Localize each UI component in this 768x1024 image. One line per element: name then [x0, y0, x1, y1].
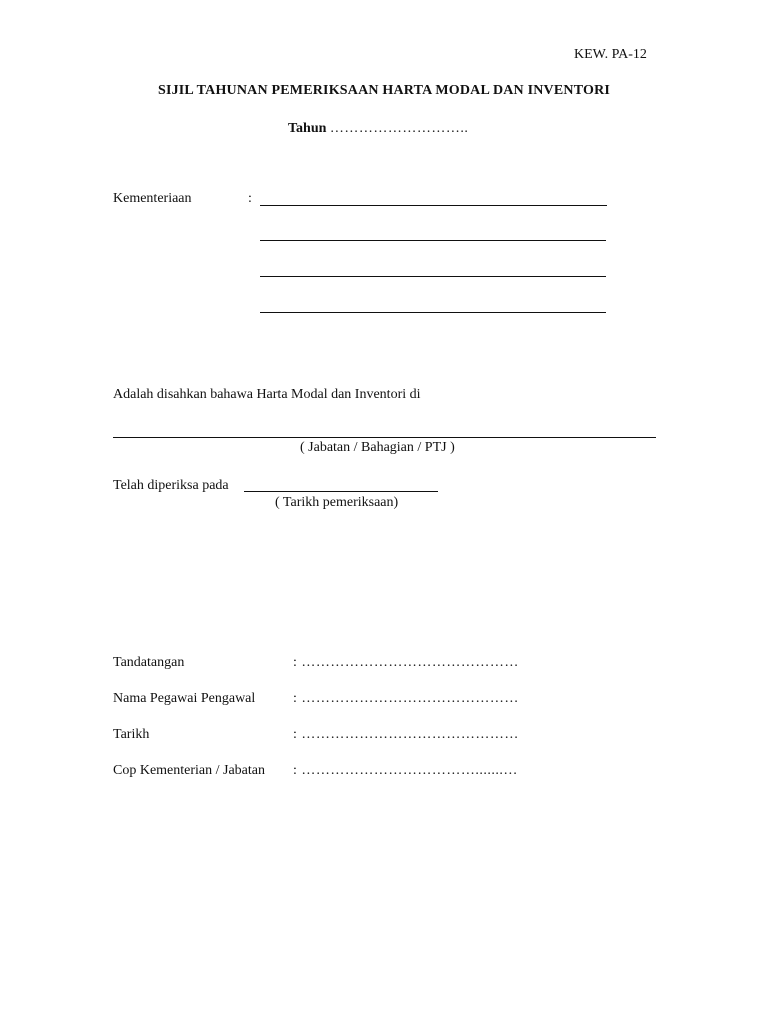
officer-name-field[interactable]: : ……………………………………… — [293, 691, 519, 706]
ministry-line-2[interactable] — [260, 240, 606, 241]
document-title: SIJIL TAHUNAN PEMERIKSAAN HARTA MODAL DAN INVENTORI — [157, 83, 611, 98]
certify-text: Adalah disahkan bahawa Harta Modal dan Inventori di — [113, 387, 421, 402]
date-label: Tarikh — [113, 727, 150, 742]
year-row — [288, 121, 468, 137]
department-line[interactable] — [113, 437, 656, 438]
officer-name-label: Nama Pegawai Pengawal — [113, 691, 256, 706]
year-label: Tahun — [288, 121, 327, 136]
ministry-line-1[interactable] — [260, 205, 607, 206]
ministry-colon: : — [248, 191, 252, 206]
ministry-label: Kementeriaan — [113, 191, 192, 206]
signature-label: Tandatangan — [113, 655, 185, 670]
department-caption: ( Jabatan / Bahagian / PTJ ) — [300, 440, 455, 455]
inspection-date-caption: ( Tarikh pemeriksaan) — [275, 495, 399, 510]
ministry-line-4[interactable] — [260, 312, 606, 313]
ministry-line-3[interactable] — [260, 276, 606, 277]
signature-field[interactable]: : ……………………………………… — [293, 655, 519, 670]
stamp-field[interactable]: : ……………………………….......… — [293, 763, 518, 778]
inspected-text: Telah diperiksa pada — [113, 478, 229, 493]
inspection-date-line[interactable] — [244, 491, 438, 492]
year-dots: ……………………….. — [329, 121, 469, 136]
date-field[interactable]: : ……………………………………… — [293, 727, 519, 742]
form-code: KEW. PA-12 — [574, 47, 647, 62]
stamp-label: Cop Kementerian / Jabatan — [113, 763, 266, 778]
